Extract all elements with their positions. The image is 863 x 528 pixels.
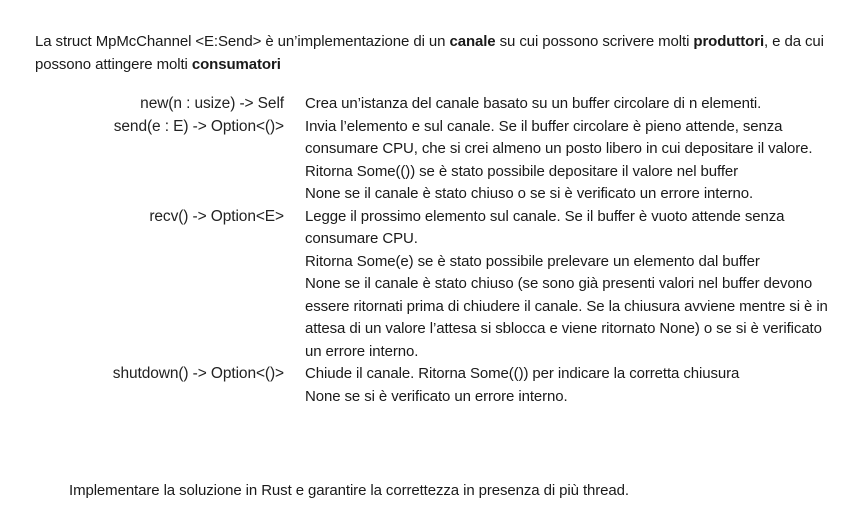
method-description-send — [305, 116, 840, 206]
method-description-new — [305, 93, 840, 116]
method-description-recv — [305, 206, 840, 364]
method-description-shutdown — [305, 363, 840, 408]
intro-text-1: La struct MpMcChannel <E:Send> è un’implementazione di un — [35, 33, 450, 50]
intro-bold-canale: canale — [449, 33, 496, 50]
description-line: Invia l’elemento e sul canale. Se il buffer circolare è pieno attende, senza consumare CPU, che si crei almeno un posto libero in cui depositare il valore. — [305, 117, 813, 157]
method-row-recv — [0, 206, 863, 364]
intro-paragraph — [35, 30, 857, 76]
description-line: Legge il prossimo elemento sul canale. Se il buffer è vuoto attende senza consumare CPU. — [305, 207, 785, 247]
footer-instruction: Implementare la soluzione in Rust e garantire la correttezza in presenza di più thread. — [69, 482, 629, 499]
method-signature-new: new(n : usize) -> Self — [140, 95, 284, 112]
description-line: None se si è verificato un errore interno. — [305, 387, 568, 405]
method-row-shutdown — [0, 363, 863, 408]
method-signature-recv: recv() -> Option<E> — [149, 207, 284, 225]
methods-table — [0, 93, 863, 408]
method-signature-shutdown: shutdown() -> Option<()> — [112, 365, 284, 382]
intro-text-3: , e da cui possono attingere molti — [35, 33, 824, 73]
description-line: Ritorna Some(()) se è stato possibile depositare il valore nel buffer — [305, 162, 739, 180]
intro-bold-produttori: produttori — [693, 33, 765, 50]
description-line: None se il canale è stato chiuso o se si è verificato un errore interno. — [305, 185, 754, 202]
description-line: Chiude il canale. Ritorna Some(()) per indicare la corretta chiusura — [305, 365, 740, 382]
intro-bold-consumatori: consumatori — [191, 56, 281, 73]
method-row-new — [0, 93, 863, 116]
method-signature-send: send(e : E) -> Option<()> — [113, 117, 284, 135]
description-line: Crea un’istanza del canale basato su un buffer circolare di n elementi. — [305, 95, 762, 112]
intro-text-2: su cui possono scrivere molti — [495, 33, 694, 50]
method-row-send — [0, 116, 863, 206]
description-line: None se il canale è stato chiuso (se sono già presenti valori nel buffer devono essere ritornati prima di chiudere il canale. Se la chiusura avviene mentre si è in attesa di un valore l’attesa si sblocca e viene ritornato None) o se si è verificato un errore interno. — [305, 275, 828, 360]
description-line: Ritorna Some(e) se è stato possibile prelevare un elemento dal buffer — [305, 252, 760, 270]
